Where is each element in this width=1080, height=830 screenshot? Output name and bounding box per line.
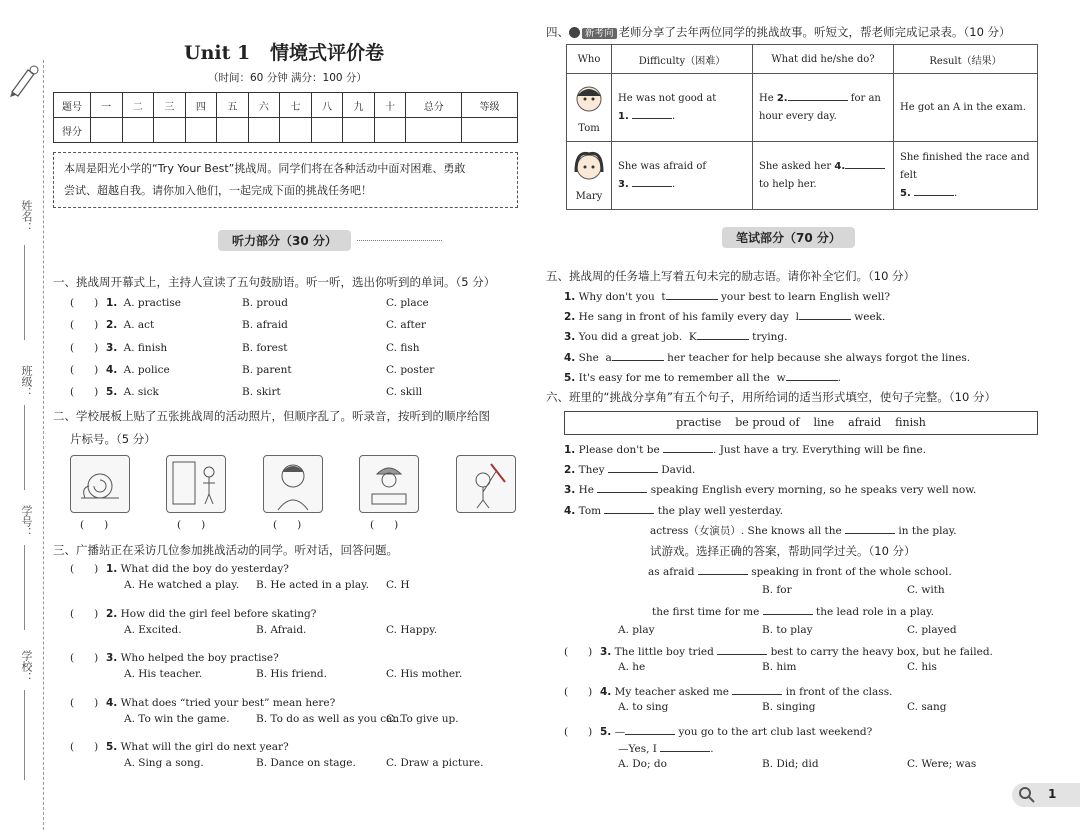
- option-a[interactable]: A. finish: [123, 341, 168, 354]
- option-b[interactable]: B. to play: [762, 624, 813, 636]
- blank-number: 3.: [618, 178, 629, 190]
- question-block: [564, 724, 1034, 784]
- page-number: 1: [1048, 787, 1057, 801]
- score-table: [53, 92, 518, 143]
- fill-sentence: [564, 309, 1034, 329]
- option-a[interactable]: A. police: [123, 363, 170, 376]
- sentence-end: speaking English every morning, so he speaks very well now.: [650, 484, 977, 497]
- answer-paren[interactable]: ( ): [70, 696, 99, 709]
- answer-blank[interactable]: [763, 604, 813, 615]
- student-id-field-line[interactable]: [24, 545, 26, 630]
- fill-sentence-partial: [564, 523, 1034, 543]
- answer-blank[interactable]: [845, 158, 885, 169]
- score-col-5: 五: [217, 93, 249, 118]
- question-number: 3.: [106, 341, 118, 354]
- score-cell[interactable]: [185, 118, 217, 143]
- boy-picture: [263, 455, 323, 513]
- section-3-list: [70, 563, 510, 786]
- answer-paren[interactable]: ( ): [70, 297, 99, 309]
- new-trend-badge: 新考向: [582, 28, 617, 39]
- option-c[interactable]: C. Happy.: [386, 623, 438, 636]
- option-a[interactable]: A. Sing a song.: [124, 757, 204, 769]
- option-b[interactable]: B. skirt: [242, 386, 281, 399]
- section-5-heading: 五、挑战周的任务墙上写着五句未完的励志语。请你补全它们。（10 分）: [546, 269, 916, 283]
- score-col-7: 七: [280, 93, 312, 118]
- answer-paren[interactable]: ( ): [70, 319, 99, 332]
- question-row: [70, 386, 510, 408]
- blank-number: 2.: [776, 92, 788, 104]
- result-text: She finished the race and felt: [900, 151, 1030, 181]
- sentence-start: Why don't you: [578, 291, 655, 303]
- fill-sentence: [564, 289, 1034, 309]
- option-b[interactable]: B. afraid: [242, 319, 288, 332]
- option-b[interactable]: B. Afraid.: [256, 623, 307, 636]
- option-b[interactable]: B. proud: [242, 297, 288, 309]
- option-c[interactable]: C. after: [386, 319, 426, 332]
- option-c[interactable]: C. with: [907, 584, 945, 596]
- answer-blank[interactable]: [786, 370, 838, 381]
- question-text: My teacher asked me: [614, 686, 730, 698]
- question-number: 5.: [564, 371, 576, 384]
- option-c[interactable]: C. sang: [907, 701, 947, 713]
- action-text: She asked her: [759, 160, 832, 172]
- action-text-rest: for an hour every day.: [759, 92, 881, 122]
- who-cell-mary: [567, 142, 612, 210]
- first-letter-hint: a: [605, 351, 612, 364]
- question-number: 4.: [106, 363, 118, 376]
- name-field-line[interactable]: [24, 245, 26, 340]
- binding-margin: [0, 0, 46, 825]
- section-2-heading: 二、学校展板上贴了五张挑战周的活动照片，但顺序乱了。听录音，按听到的顺序给图: [53, 409, 490, 423]
- question-text: What will the girl do next year?: [120, 741, 289, 753]
- school-label: 学校：: [20, 650, 33, 683]
- answer-blank[interactable]: [845, 523, 895, 534]
- sentence-end: in the play.: [898, 524, 957, 537]
- sentence-end: her teacher for help because she always forgot the lines.: [667, 351, 971, 364]
- class-label: 班级：: [20, 365, 33, 398]
- answer-blank[interactable]: [717, 644, 767, 655]
- page-title: Unit 1 情境式评价卷: [184, 42, 385, 64]
- sentence-end: David.: [661, 464, 696, 477]
- question-number: 2.: [106, 607, 118, 620]
- intro-box: [53, 152, 518, 208]
- sentence-end: . Just have a try. Everything will be fine.: [713, 444, 927, 456]
- score-cell[interactable]: [374, 118, 406, 143]
- answer-blank[interactable]: [604, 503, 654, 514]
- sentence-start: She: [578, 351, 599, 364]
- sentence-start: Please don't be: [578, 444, 660, 456]
- question-number: 4.: [600, 686, 612, 698]
- word-bank-box: practise be proud of line afraid finish: [564, 411, 1038, 435]
- section-7-heading-partial: 试游戏。选择正确的答案，帮助同学过关。（10 分）: [650, 544, 916, 558]
- option-b[interactable]: B. His friend.: [256, 668, 327, 680]
- sentence-start: He: [578, 484, 595, 497]
- score-col-2: 二: [122, 93, 154, 118]
- answer-paren[interactable]: ( ): [70, 652, 99, 664]
- answer-paren[interactable]: ( ): [70, 363, 99, 376]
- score-col-grade: 等级: [462, 93, 518, 118]
- col-result: Result（结果）: [894, 45, 1038, 74]
- answer-blank[interactable]: [660, 741, 710, 752]
- sentence-end: the play well yesterday.: [657, 504, 784, 517]
- score-col-9: 九: [343, 93, 375, 118]
- question-block: [564, 684, 1034, 724]
- listening-section-banner: 听力部分（30 分）: [218, 230, 351, 251]
- score-cell[interactable]: [462, 118, 518, 143]
- who-cell-tom: [567, 74, 612, 142]
- picture-answer-paren[interactable]: ( ): [370, 519, 399, 531]
- question-row: [70, 319, 510, 341]
- banner-dotted-line: [357, 240, 442, 241]
- score-col-1: 一: [91, 93, 123, 118]
- who-name: Mary: [575, 190, 603, 202]
- question-text: —: [614, 726, 626, 738]
- question-number: 3.: [564, 331, 576, 344]
- first-letter-hint: t: [661, 291, 666, 303]
- result-cell: [894, 74, 1038, 142]
- fill-sentence: [564, 350, 1034, 370]
- section-7-list: [564, 644, 1034, 784]
- option-a[interactable]: A. He watched a play.: [124, 579, 240, 591]
- option-c[interactable]: C. his: [907, 661, 937, 673]
- answer-paren[interactable]: ( ): [70, 386, 99, 399]
- answer-text-end: .: [710, 743, 714, 755]
- fill-sentence: [564, 482, 1034, 502]
- question-row: [70, 297, 510, 319]
- class-field-line[interactable]: [24, 405, 26, 490]
- blank-number: 4.: [834, 160, 846, 172]
- question-block: [564, 644, 1034, 684]
- question-row: [70, 342, 510, 364]
- option-c[interactable]: C. Were; was: [907, 758, 977, 770]
- score-cell[interactable]: [217, 118, 249, 143]
- section-4-number: 四、: [546, 25, 569, 39]
- question-block: [70, 652, 510, 697]
- blank-number: 5.: [900, 187, 911, 199]
- question-block: [70, 697, 510, 742]
- answer-blank[interactable]: [632, 108, 672, 119]
- snail-picture: [70, 455, 130, 513]
- score-col-4: 四: [185, 93, 217, 118]
- question-number: 4.: [564, 351, 576, 364]
- monkey-picture: [456, 455, 516, 513]
- section-7-q2-partial: [652, 604, 934, 618]
- question-text: The little boy tried: [614, 646, 714, 658]
- answer-blank[interactable]: [698, 564, 748, 575]
- answer-blank[interactable]: [625, 724, 675, 735]
- question-text-rest: speaking in front of the whole school.: [751, 566, 952, 578]
- blank-number: 1.: [618, 110, 629, 122]
- sentence-start: Tom: [578, 504, 602, 517]
- question-number: 2.: [564, 311, 576, 324]
- col-action: What did he/she do?: [753, 45, 894, 74]
- question-block: [70, 741, 510, 786]
- option-c[interactable]: C. His mother.: [386, 668, 463, 680]
- sentence-end: your best to learn English well?: [721, 291, 890, 303]
- intro-line-2: 尝试、超越自我。请你加入他们，一起完成下面的挑战任务吧！: [64, 184, 372, 197]
- magnifier-icon: [1018, 786, 1036, 804]
- score-cell[interactable]: [311, 118, 343, 143]
- fill-sentence: [564, 442, 1034, 462]
- question-number: 1.: [106, 297, 118, 309]
- name-label: 姓名：: [20, 200, 33, 233]
- mary-avatar-icon: [572, 150, 606, 188]
- option-a[interactable]: A. play: [618, 624, 655, 636]
- option-b[interactable]: B. He acted in a play.: [256, 579, 370, 591]
- first-letter-hint: w: [776, 371, 786, 384]
- score-col-10: 十: [374, 93, 406, 118]
- question-number: 5.: [600, 726, 612, 738]
- option-a[interactable]: A. act: [123, 319, 155, 332]
- question-number: 1.: [564, 291, 576, 303]
- result-cell: She finished the race and felt 5. .: [894, 142, 1038, 210]
- option-a[interactable]: A. Do; do: [618, 758, 667, 770]
- answer-paren[interactable]: ( ): [70, 341, 99, 354]
- sentence-start: He sang in front of his family every day: [578, 311, 789, 324]
- question-text-rest: best to carry the heavy box, but he failed.: [770, 646, 993, 658]
- sentence-start: You did a great job.: [578, 331, 683, 344]
- intro-line-1: 本周是阳光小学的“Try Your Best”挑战周。同学们将在各种活动中面对困难、勇敢: [64, 162, 466, 175]
- mirror-picture: [166, 455, 226, 513]
- question-number: 1.: [106, 563, 118, 575]
- difficulty-cell: He was not good at 1. .: [612, 74, 753, 142]
- option-a[interactable]: A. Excited.: [124, 623, 182, 636]
- option-a[interactable]: A. to sing: [618, 701, 669, 713]
- sentence-start: actress（女演员）. She knows all the: [650, 524, 842, 537]
- section-1-heading: 一、挑战周开幕式上，主持人宣读了五句鼓励语。听一听，选出你听到的单词。（5 分）: [53, 275, 496, 289]
- fill-sentence: [564, 370, 1034, 390]
- question-text: What did the boy do yesterday?: [120, 563, 289, 575]
- question-number: 2.: [106, 319, 118, 332]
- answer-paren[interactable]: ( ): [70, 607, 99, 620]
- answer-blank[interactable]: [612, 350, 664, 361]
- difficulty-cell: She was afraid of 3. .: [612, 142, 753, 210]
- answer-blank[interactable]: [608, 462, 658, 473]
- worker-picture: [359, 455, 419, 513]
- target-icon: [569, 27, 580, 38]
- col-difficulty: Difficulty（困难）: [612, 45, 753, 74]
- score-table-row1-label: 题号: [54, 93, 91, 118]
- option-c[interactable]: C. H: [386, 579, 410, 591]
- option-c[interactable]: C. fish: [386, 341, 420, 354]
- question-text: What does “tried your best” mean here?: [120, 696, 336, 709]
- answer-blank[interactable]: [597, 482, 647, 493]
- answer-blank[interactable]: [697, 329, 749, 340]
- option-c[interactable]: C. skill: [386, 386, 423, 399]
- picture-answer-paren[interactable]: ( ): [177, 519, 206, 531]
- answer-paren[interactable]: ( ): [564, 686, 593, 698]
- question-text: as afraid: [648, 566, 695, 578]
- score-cell[interactable]: [406, 118, 462, 143]
- answer-blank[interactable]: [914, 185, 954, 196]
- question-number: 2.: [564, 464, 576, 477]
- question-row: [70, 364, 510, 386]
- option-b[interactable]: B. Dance on stage.: [256, 757, 356, 769]
- score-cell[interactable]: [248, 118, 280, 143]
- sentence-start: They: [578, 464, 605, 477]
- difficulty-text: She was afraid of: [618, 160, 707, 172]
- answer-blank[interactable]: [632, 176, 672, 187]
- answer-paren[interactable]: ( ): [70, 563, 99, 575]
- option-b[interactable]: B. parent: [242, 363, 292, 376]
- fill-sentence: [564, 462, 1034, 482]
- question-block: [70, 563, 510, 608]
- question-text: Who helped the boy practise?: [120, 652, 279, 664]
- option-b[interactable]: B. forest: [242, 341, 288, 354]
- school-field-line[interactable]: [24, 690, 26, 780]
- option-c[interactable]: C. To give up.: [386, 712, 459, 725]
- sentence-end: .: [837, 371, 841, 384]
- question-number: 3.: [106, 652, 118, 664]
- section-3-heading: 三、广播站正在采访几位参加挑战活动的同学。听对话，回答问题。: [53, 543, 398, 557]
- question-number: 1.: [564, 444, 576, 456]
- picture-answer-paren[interactable]: ( ): [273, 519, 302, 531]
- section-4-heading: [546, 24, 1011, 40]
- answer-blank[interactable]: [799, 309, 851, 320]
- option-a[interactable]: A. To win the game.: [124, 712, 230, 725]
- fill-sentence: [564, 329, 1034, 349]
- score-cell[interactable]: [343, 118, 375, 143]
- question-text-rest: in front of the class.: [785, 686, 893, 698]
- action-cell: [753, 142, 894, 210]
- option-c[interactable]: C. poster: [386, 363, 435, 376]
- picture-answer-paren[interactable]: ( ): [80, 519, 109, 531]
- score-col-3: 三: [154, 93, 186, 118]
- score-cell[interactable]: [280, 118, 312, 143]
- sentence-end: trying.: [752, 331, 788, 344]
- question-text-rest: you go to the art club last weekend?: [678, 726, 873, 738]
- answer-paren[interactable]: ( ): [564, 726, 593, 738]
- first-letter-hint: K: [688, 331, 697, 344]
- option-b[interactable]: B. Did; did: [762, 758, 819, 770]
- section-6-heading: 六、班里的“挑战分享角”有五个句子，用所给词的适当形式填空，使句子完整。（10 分）: [546, 390, 996, 404]
- question-number: 3.: [600, 646, 612, 658]
- section-4-heading-text: 老师分享了去年两位同学的挑战故事。听短文，帮老师完成记录表。（10 分）: [618, 25, 1011, 39]
- option-a[interactable]: A. sick: [123, 386, 159, 399]
- score-cell[interactable]: [122, 118, 154, 143]
- score-col-total: 总分: [406, 93, 462, 118]
- answer-paren[interactable]: ( ): [70, 741, 99, 753]
- answer-blank[interactable]: [788, 90, 848, 101]
- answer-blank[interactable]: [663, 442, 713, 453]
- question-number: 5.: [106, 386, 118, 399]
- difficulty-text: He was not good at: [618, 92, 717, 104]
- option-c[interactable]: C. Draw a picture.: [386, 757, 484, 769]
- answer-text: —Yes, I: [618, 743, 657, 755]
- answer-blank[interactable]: [666, 289, 718, 300]
- option-a[interactable]: A. he: [618, 661, 646, 673]
- question-number: 4.: [564, 504, 576, 517]
- sentence-end: week.: [854, 311, 886, 324]
- option-a[interactable]: A. practise: [123, 297, 181, 309]
- student-id-label: 学号：: [20, 505, 33, 538]
- fill-sentence: [564, 503, 1034, 523]
- question-text: the first time for me: [652, 606, 760, 618]
- action-cell: [753, 74, 894, 142]
- answer-blank[interactable]: [732, 684, 782, 695]
- question-block: [70, 608, 510, 653]
- section-5-list: [564, 289, 1034, 390]
- exam-time-info: （时间：60 分钟 满分：100 分）: [208, 72, 367, 84]
- page-number-tab: [1012, 783, 1080, 807]
- score-cell[interactable]: [154, 118, 186, 143]
- score-col-8: 八: [311, 93, 343, 118]
- option-b[interactable]: B. To do as well as you can.: [256, 712, 403, 725]
- option-b[interactable]: B. for: [762, 584, 792, 596]
- action-text: He: [759, 92, 774, 104]
- pencil-icon: [8, 62, 40, 98]
- writing-section-banner: 笔试部分（70 分）: [722, 227, 855, 248]
- question-number: 4.: [106, 696, 118, 709]
- question-text: How did the girl feel before skating?: [120, 607, 317, 620]
- score-cell[interactable]: [91, 118, 123, 143]
- first-letter-hint: l: [795, 311, 799, 324]
- score-table-row2-label: 得分: [54, 118, 91, 143]
- section-1-list: [70, 297, 510, 408]
- option-c[interactable]: C. place: [386, 297, 429, 309]
- score-col-6: 六: [248, 93, 280, 118]
- question-number: 5.: [106, 741, 118, 753]
- who-name: Tom: [578, 122, 600, 134]
- tom-avatar-icon: [572, 82, 606, 120]
- option-c[interactable]: C. played: [907, 624, 957, 636]
- answer-paren[interactable]: ( ): [564, 646, 593, 658]
- action-text-rest: to help her.: [759, 178, 817, 190]
- option-b[interactable]: B. singing: [762, 701, 816, 713]
- margin-dashed-line: [43, 60, 45, 830]
- section-2-heading-cont: 片标号。（5 分）: [70, 432, 156, 446]
- story-record-table: [566, 44, 1038, 210]
- section-6-list: [564, 442, 1034, 543]
- col-who: Who: [567, 45, 612, 74]
- sentence-start: It's easy for me to remember all the: [578, 371, 770, 384]
- option-a[interactable]: A. His teacher.: [124, 668, 203, 680]
- question-number: 3.: [564, 484, 576, 497]
- section-7-q1-partial: [648, 564, 952, 578]
- question-text-rest: the lead role in a play.: [816, 606, 934, 618]
- option-b[interactable]: B. him: [762, 661, 797, 673]
- result-text: He got an A in the exam.: [900, 101, 1026, 113]
